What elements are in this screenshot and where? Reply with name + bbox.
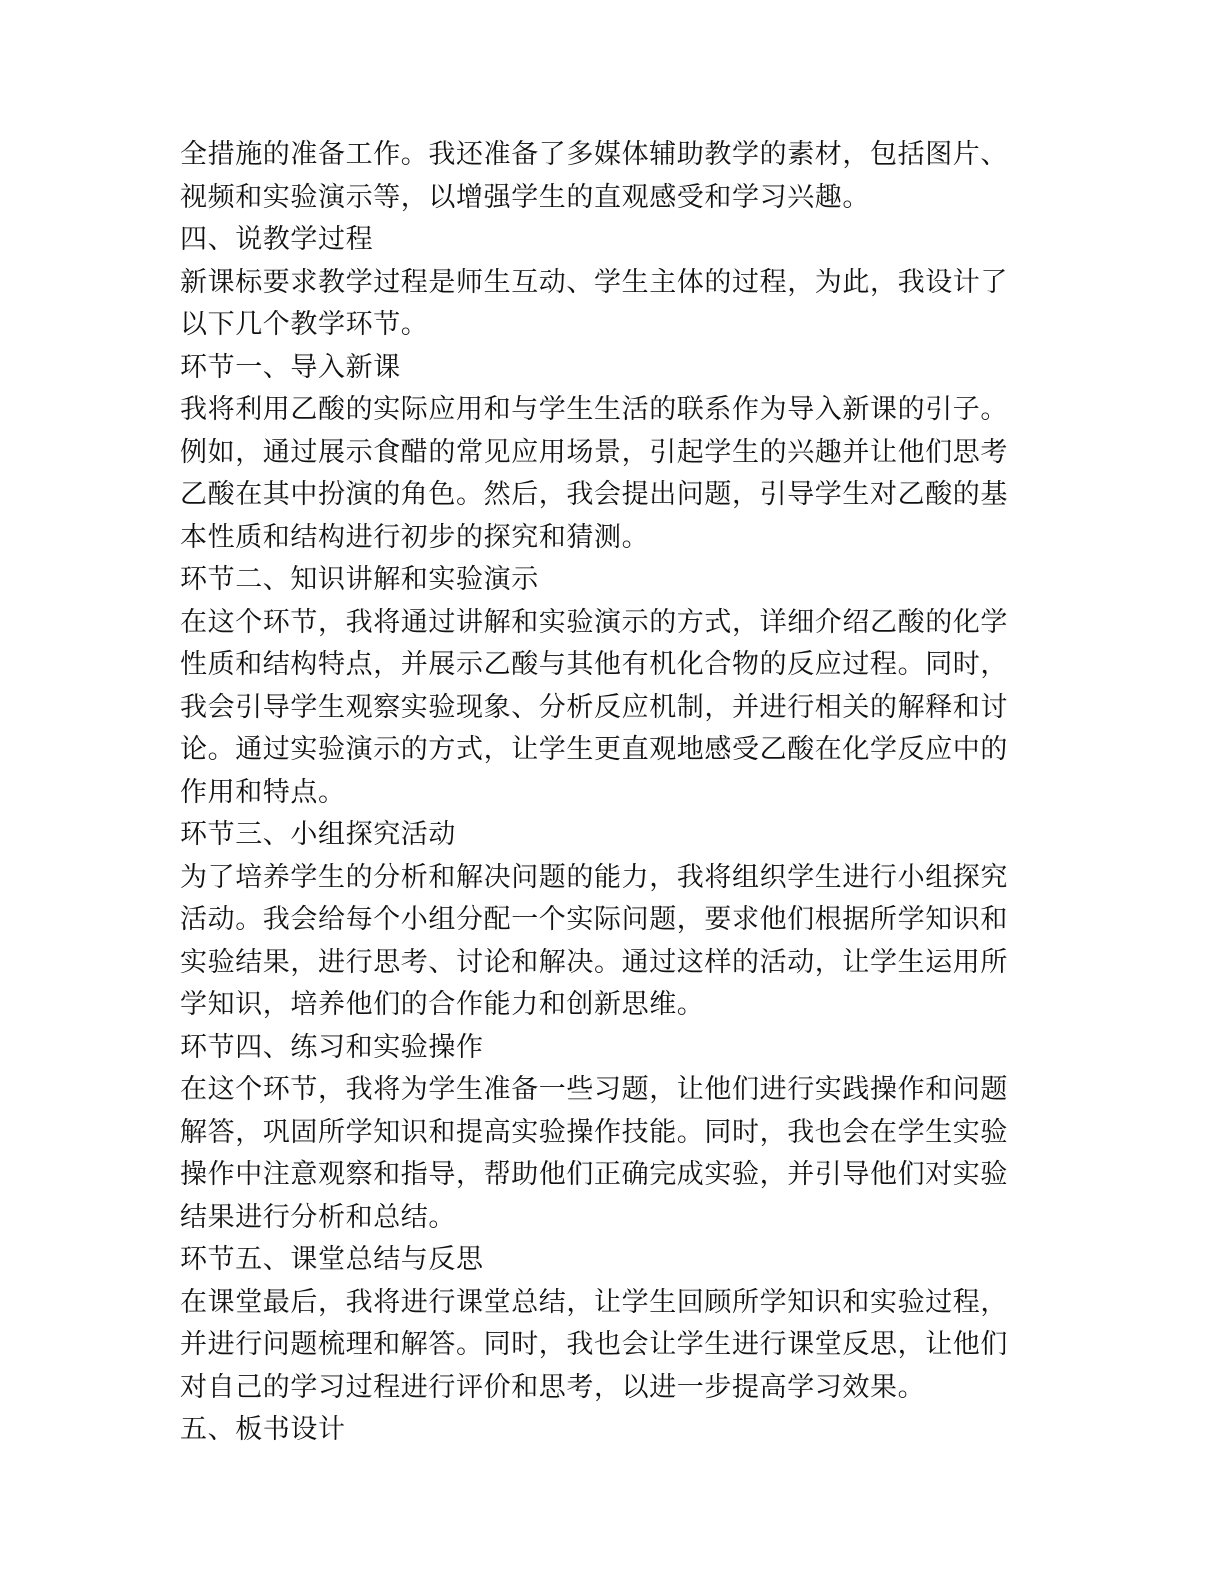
subsection-heading: 环节一、导入新课 bbox=[180, 351, 401, 383]
paragraph-line: 并进行问题梳理和解答。同时，我也会让学生进行课堂反思，让他们 bbox=[180, 1329, 1008, 1360]
paragraph-line: 学知识，培养他们的合作能力和创新思维。 bbox=[180, 989, 705, 1020]
paragraph-line: 解答，巩固所学知识和提高实验操作技能。同时，我也会在学生实验 bbox=[180, 1116, 1008, 1148]
paragraph-line: 我将利用乙酸的实际应用和与学生生活的联系作为导入新课的引子。 bbox=[180, 394, 1008, 425]
paragraph-line: 例如，通过展示食醋的常见应用场景，引起学生的兴趣并让他们思考 bbox=[180, 436, 1008, 468]
paragraph-line: 实验结果，进行思考、讨论和解决。通过这样的活动，让学生运用所 bbox=[180, 946, 1008, 978]
paragraph-line: 我会引导学生观察实验现象、分析反应机制，并进行相关的解释和讨 bbox=[180, 691, 1008, 723]
paragraph-line: 对自己的学习过程进行评价和思考，以进一步提高学习效果。 bbox=[180, 1371, 926, 1403]
paragraph-line: 视频和实验演示等，以增强学生的直观感受和学习兴趣。 bbox=[180, 181, 870, 213]
document-body bbox=[180, 134, 1020, 1452]
paragraph-line: 性质和结构特点，并展示乙酸与其他有机化合物的反应过程。同时， bbox=[180, 649, 1008, 680]
paragraph-line: 在这个环节，我将通过讲解和实验演示的方式，详细介绍乙酸的化学 bbox=[180, 606, 1008, 638]
paragraph-line: 在课堂最后，我将进行课堂总结，让学生回顾所学知识和实验过程， bbox=[180, 1286, 1008, 1318]
subsection-heading: 环节四、练习和实验操作 bbox=[180, 1031, 484, 1063]
section-heading: 五、板书设计 bbox=[180, 1414, 346, 1445]
subsection-heading: 环节三、小组探究活动 bbox=[180, 819, 456, 850]
paragraph-line: 为了培养学生的分析和解决问题的能力，我将组织学生进行小组探究 bbox=[180, 861, 1008, 893]
paragraph-line: 乙酸在其中扮演的角色。然后，我会提出问题，引导学生对乙酸的基 bbox=[180, 479, 1008, 510]
paragraph-line: 活动。我会给每个小组分配一个实际问题，要求他们根据所学知识和 bbox=[180, 904, 1008, 935]
paragraph-line: 本性质和结构进行初步的探究和猜测。 bbox=[180, 521, 650, 553]
paragraph-line: 论。通过实验演示的方式，让学生更直观地感受乙酸在化学反应中的 bbox=[180, 734, 1008, 765]
subsection-heading: 环节五、课堂总结与反思 bbox=[180, 1244, 484, 1275]
paragraph-line: 以下几个教学环节。 bbox=[180, 309, 429, 340]
paragraph-line: 结果进行分析和总结。 bbox=[180, 1201, 456, 1233]
subsection-heading: 环节二、知识讲解和实验演示 bbox=[180, 564, 539, 595]
paragraph-line: 作用和特点。 bbox=[180, 776, 346, 808]
section-heading: 四、说教学过程 bbox=[180, 224, 374, 255]
paragraph-line: 在这个环节，我将为学生准备一些习题，让他们进行实践操作和问题 bbox=[180, 1074, 1008, 1105]
paragraph-line: 新课标要求教学过程是师生互动、学生主体的过程，为此，我设计了 bbox=[180, 266, 1008, 298]
paragraph-line: 操作中注意观察和指导，帮助他们正确完成实验，并引导他们对实验 bbox=[180, 1159, 1008, 1190]
paragraph-line: 全措施的准备工作。我还准备了多媒体辅助教学的素材，包括图片、 bbox=[180, 139, 1008, 170]
